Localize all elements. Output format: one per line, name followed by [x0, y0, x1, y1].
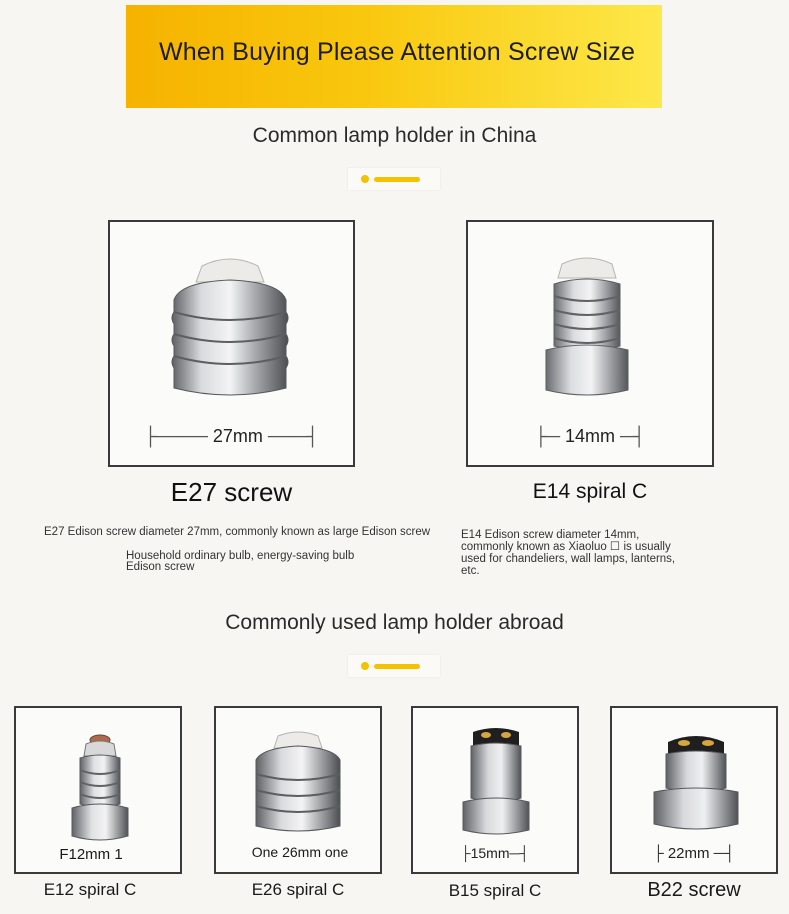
- section-divider: [348, 655, 440, 677]
- e27-desc-line3: Edison screw: [126, 561, 195, 573]
- e14-title: E14 spiral C: [532, 480, 648, 503]
- e27-image-frame: [108, 220, 355, 467]
- e12-socket-icon: [62, 728, 138, 848]
- b22-measure: 22mm: [667, 845, 710, 862]
- e27-title: E27 screw: [170, 477, 293, 507]
- e12-measure: F12mm 1: [59, 846, 123, 863]
- b15-measure: 15mm: [470, 845, 510, 861]
- b22-measure-label: ├ 22mm ─┤: [653, 845, 735, 862]
- e14-desc-line: E14 Edison screw diameter 14mm,: [461, 529, 640, 541]
- b15-measure-label: ├15mm─┤: [460, 845, 530, 861]
- e14-desc-line: commonly known as Xiaoluo ☐ is usually: [461, 541, 671, 553]
- divider-bar: [374, 177, 420, 182]
- banner-title: When Buying Please Attention Screw Size: [158, 38, 636, 66]
- e12-image-frame: [14, 706, 182, 874]
- e26-image-frame: [214, 706, 382, 874]
- e14-image-frame: [466, 220, 714, 467]
- china-section-title: Common lamp holder in China: [252, 124, 537, 147]
- divider-dot-icon: [361, 175, 369, 183]
- e26-measure: One 26mm one: [251, 844, 349, 860]
- b22-image-frame: [610, 706, 778, 874]
- b15-title: B15 spiral C: [448, 881, 542, 900]
- e14-socket-icon: [532, 250, 642, 410]
- b22-title: B22 screw: [647, 879, 741, 901]
- e14-desc-line: etc.: [461, 565, 480, 577]
- section-divider: [348, 168, 440, 190]
- divider-dot-icon: [361, 662, 369, 670]
- e27-measure-label: ├──── 27mm ───┤: [144, 426, 319, 446]
- divider-bar: [374, 664, 420, 669]
- e26-socket-icon: [246, 726, 350, 842]
- e27-measure: 27mm: [212, 426, 263, 446]
- e14-desc-line: used for chandeliers, wall lamps, lanterns,: [461, 553, 676, 565]
- e26-title: E26 spiral C: [251, 880, 345, 899]
- e14-measure-label: ├─ 14mm ─┤: [534, 426, 646, 446]
- e27-desc-line1: E27 Edison screw diameter 27mm, commonly known as large Edison screw: [44, 526, 431, 538]
- e12-title: E12 spiral C: [43, 880, 137, 899]
- e27-desc-line2: Household ordinary bulb, energy-saving bulb: [126, 550, 355, 562]
- abroad-section-title: Commonly used lamp holder abroad: [225, 611, 564, 634]
- e14-description: [461, 529, 721, 577]
- e14-measure: 14mm: [564, 426, 615, 446]
- e27-socket-icon: [160, 252, 300, 412]
- b15-socket-icon: [453, 722, 539, 840]
- b15-image-frame: [411, 706, 579, 874]
- b22-socket-icon: [646, 728, 746, 840]
